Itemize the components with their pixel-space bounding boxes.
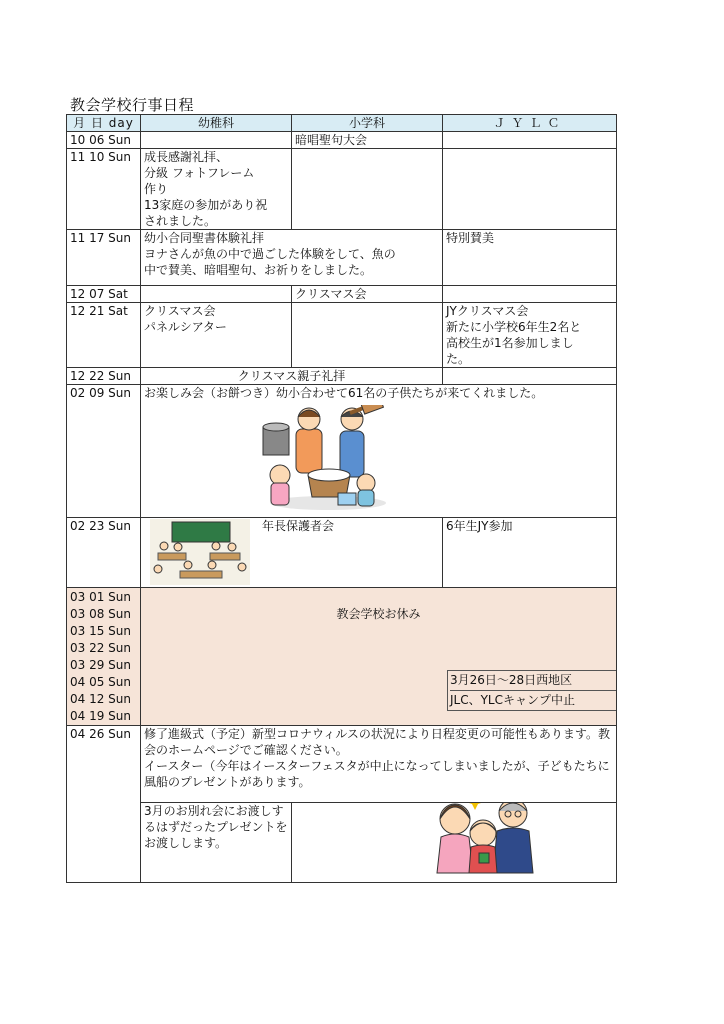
holiday-text: 教会学校お休み <box>336 607 421 621</box>
row-date: 12 07 Sat <box>67 286 141 303</box>
header-row <box>67 115 617 132</box>
table-row <box>67 588 617 726</box>
header-kindergarten: 幼稚科 <box>141 115 292 132</box>
table-row <box>67 286 617 303</box>
table-row <box>67 803 617 883</box>
jylc-cell: 6年生JY参加 <box>443 518 617 588</box>
header-jylc: ＪＹＬＣ <box>443 115 617 132</box>
row-date: 04 05 Sun <box>70 675 131 689</box>
parent-meeting-text: 年長保護者会 <box>262 519 335 533</box>
kindergarten-cell: クリスマス会 パネルシアター <box>141 303 292 368</box>
notice-cell: 修了進級式（予定）新型コロナウィルスの状況により日程変更の可能性もあります。教会のホームページでご確認ください。 イースター（今年はイースターフェスタが中止になってしまいましたが、子どもたちに風船のプレゼントがあります。 <box>141 726 617 803</box>
table-row <box>67 230 617 286</box>
table-row <box>67 518 617 588</box>
jylc-cell: JYクリスマス会 新たに小学校6年生2名と 高校生が1名参加しまし た。 <box>443 303 617 368</box>
row-date: 10 06 Sun <box>67 132 141 149</box>
row-date: 03 29 Sun <box>70 658 131 672</box>
kindergarten-elementary-cell: 幼小合同聖書体験礼拝 ヨナさんが魚の中で過ごした体験をして、魚の 中で賛美、暗唱聖句、お祈りをしました。 <box>141 230 443 286</box>
kindergarten-cell <box>141 286 292 303</box>
elementary-cell: クリスマス会 <box>292 286 443 303</box>
holiday-cell <box>141 588 617 726</box>
table-row <box>67 726 617 803</box>
row-date: 03 01 Sun <box>70 590 131 604</box>
kindergarten-cell: 成長感謝礼拝、 分級 フォトフレーム 作り 13家庭の参加があり祝 されました。 <box>141 149 292 230</box>
family-illustration <box>435 803 545 876</box>
parent-meeting-wrap <box>144 518 439 585</box>
header-elementary: 小学科 <box>292 115 443 132</box>
elementary-cell: 暗唱聖句大会 <box>292 132 443 149</box>
table-row <box>67 149 617 230</box>
row-date: 03 22 Sun <box>70 641 131 655</box>
elementary-cell <box>292 149 443 230</box>
row-date: 12 22 Sun <box>67 368 141 385</box>
mochi-event-text: お楽しみ会（お餅つき）幼小合わせて61名の子供たちが来てくれました。 <box>144 386 544 400</box>
table-row <box>67 385 617 518</box>
row-date: 02 23 Sun <box>67 518 141 588</box>
merged-cell <box>141 518 443 588</box>
row-date: 04 19 Sun <box>70 709 131 723</box>
elementary-cell <box>292 303 443 368</box>
kindergarten-cell <box>141 132 292 149</box>
header-date: 月 日 day <box>67 115 141 132</box>
row-date: 04 12 Sun <box>70 692 131 706</box>
jylc-cell <box>443 286 617 303</box>
mochi-pounding-illustration <box>258 405 388 513</box>
jylc-cell <box>443 132 617 149</box>
camp-notice-line1: 3月26日～28日西地区 <box>450 673 573 687</box>
jylc-cell: 特別賛美 <box>443 230 617 286</box>
table-row <box>67 132 617 149</box>
row-date: 03 15 Sun <box>70 624 131 638</box>
row-date: 11 10 Sun <box>67 149 141 230</box>
merged-cell: クリスマス親子礼拝 <box>141 368 443 385</box>
farewell-cell: 3月のお別れ会にお渡しするはずだったプレゼントをお渡しします。 <box>141 803 292 883</box>
table-row <box>67 303 617 368</box>
row-date-stack <box>67 588 141 726</box>
row-date: 03 08 Sun <box>70 607 131 621</box>
page-title: 教会学校行事日程 <box>70 96 195 114</box>
merged-cell <box>141 385 617 518</box>
row-date: 04 26 Sun <box>67 726 141 883</box>
classroom-illustration <box>150 519 250 585</box>
camp-notice <box>447 670 617 711</box>
family-illustration-cell <box>292 803 617 883</box>
row-date: 12 21 Sat <box>67 303 141 368</box>
jylc-cell <box>443 368 617 385</box>
row-date: 11 17 Sun <box>67 230 141 286</box>
camp-notice-line2: JLC、YLCキャンプ中止 <box>450 690 616 710</box>
schedule-table <box>66 114 617 883</box>
table-row <box>67 368 617 385</box>
jylc-cell <box>443 149 617 230</box>
row-date: 02 09 Sun <box>67 385 141 518</box>
